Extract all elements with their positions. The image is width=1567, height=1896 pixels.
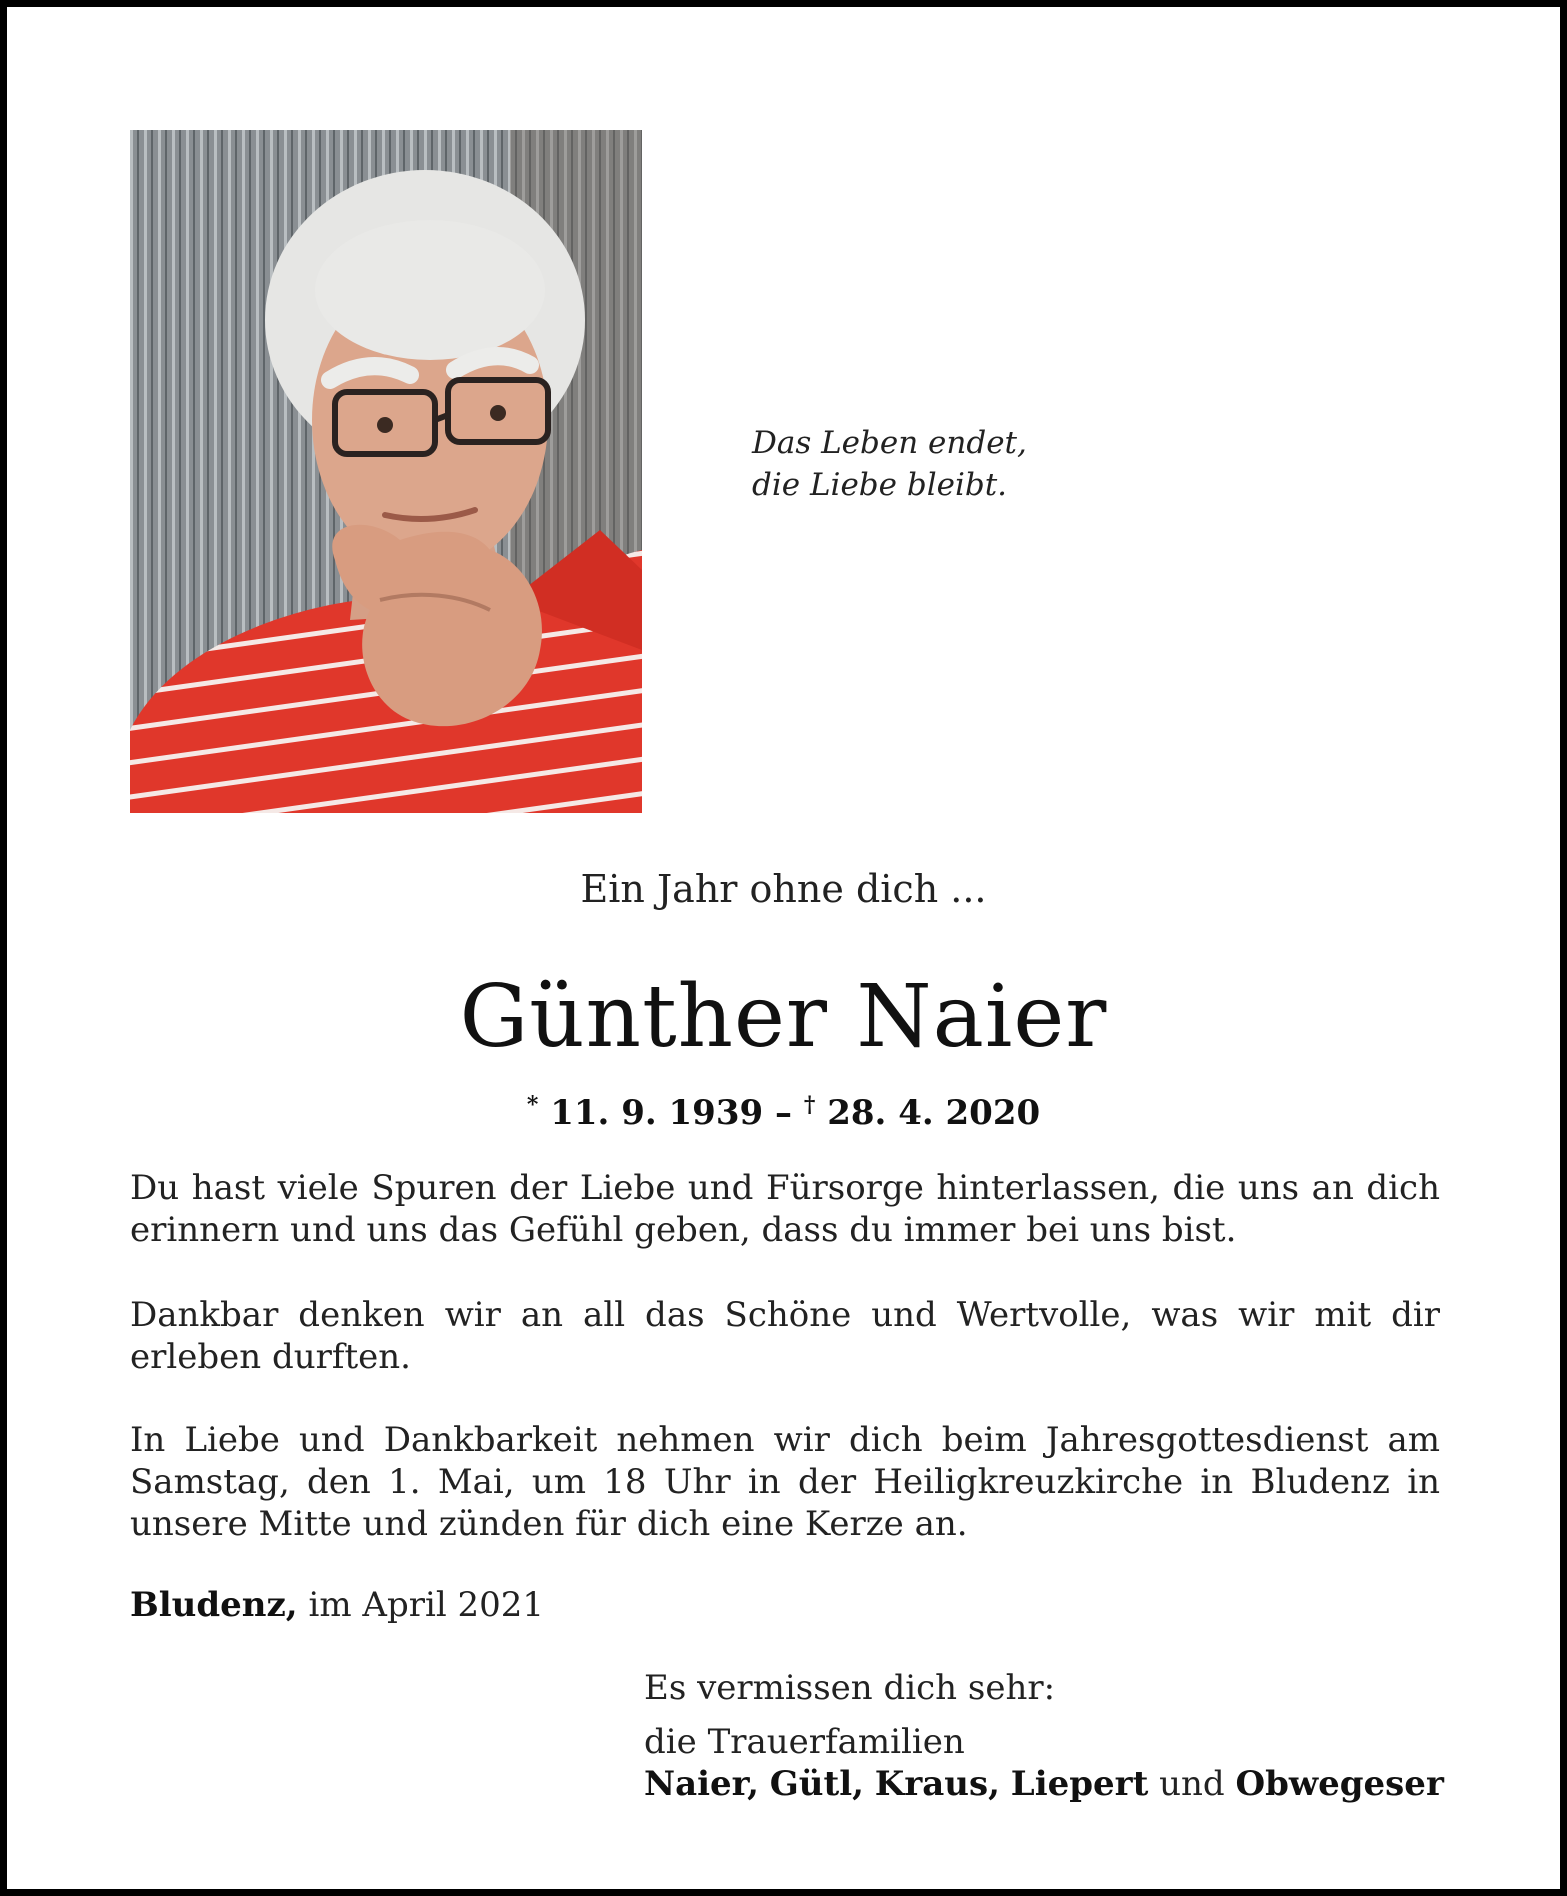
life-dates <box>7 1092 1560 1133</box>
paragraph-3: In Liebe und Dankbarkeit nehmen wir dich beim Jahresgottesdienst am Samstag, den 1. Mai, um 18 Uhr in der Heiligkreuzkirche in Bludenz in unsere Mitte und zünden für dich eine Kerze an. <box>130 1420 1440 1544</box>
deceased-name: Günther Naier <box>459 967 1108 1067</box>
place-date: im April 2021 <box>308 1585 545 1625</box>
signature-families <box>644 1763 1444 1805</box>
motto-line-1: Das Leben endet, <box>752 425 1027 461</box>
family-name: Liepert <box>1010 1764 1149 1804</box>
family-name: Obwegeser <box>1235 1764 1444 1804</box>
signature-block <box>644 1667 1444 1805</box>
death-date: 28. 4. 2020 <box>827 1093 1041 1133</box>
portrait-photo <box>130 130 642 813</box>
family-conjunction: und <box>1159 1764 1225 1804</box>
obituary-page <box>7 7 1560 1889</box>
portrait-illustration <box>130 130 642 813</box>
paragraph-1: Du hast viele Spuren der Liebe und Fürsorge hinterlassen, die uns an dich erinnern und uns das Gefühl geben, dass du immer bei uns bist. <box>130 1168 1440 1250</box>
date-separator: – <box>775 1093 792 1133</box>
signature-line-1: die Trauerfamilien <box>644 1722 965 1762</box>
family-name: Kraus, <box>874 1764 1000 1804</box>
paragraph-2: Dankbar denken wir an all das Schöne und Wertvolle, was wir mit dir erleben durften. <box>130 1295 1440 1377</box>
signature-heading: Es vermissen dich sehr: <box>644 1668 1056 1708</box>
death-mark: † <box>803 1092 816 1118</box>
motto-line-2: die Liebe bleibt. <box>752 467 1008 503</box>
birth-date: 11. 9. 1939 <box>550 1093 764 1133</box>
place-and-date <box>130 1585 544 1625</box>
intro-line: Ein Jahr ohne dich ... <box>580 867 987 911</box>
place-city: Bludenz, <box>130 1585 298 1625</box>
birth-mark: * <box>526 1092 539 1118</box>
motto-quote <box>752 422 1027 506</box>
family-name: Gütl, <box>769 1764 864 1804</box>
family-name: Naier, <box>644 1764 759 1804</box>
